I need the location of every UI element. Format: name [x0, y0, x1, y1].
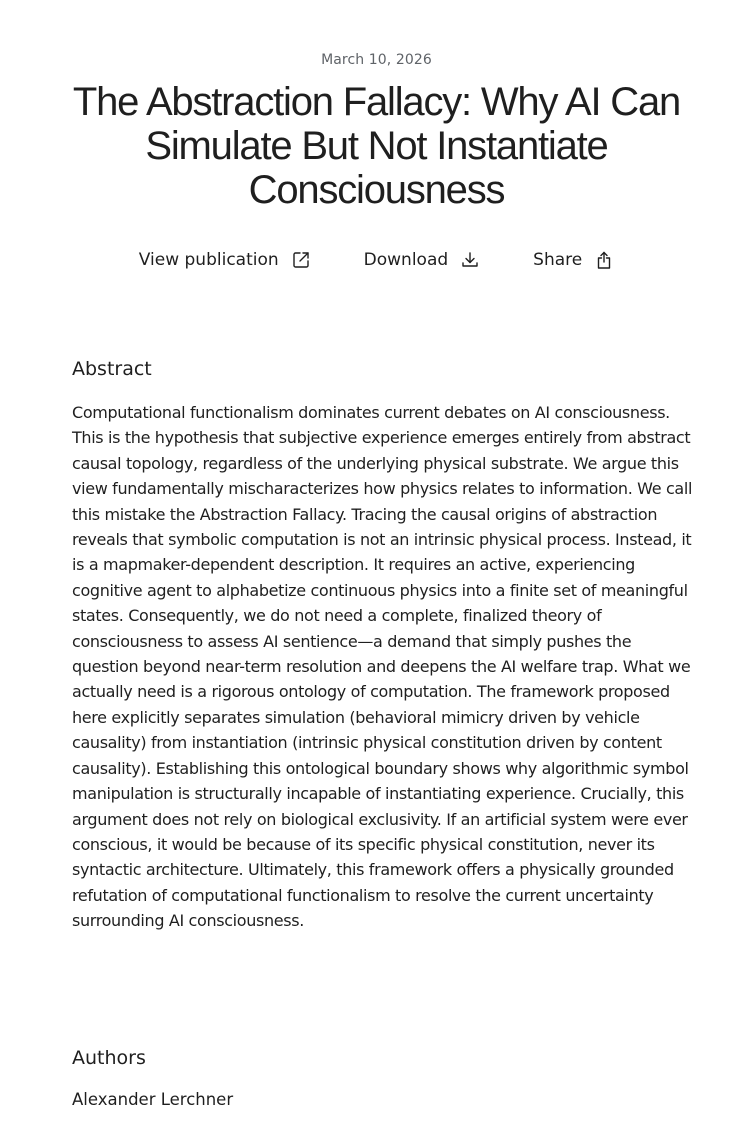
view-publication-button[interactable] — [139, 245, 311, 275]
external-link-icon — [291, 250, 311, 270]
abstract-heading: Abstract — [72, 358, 152, 380]
download-button[interactable] — [364, 245, 481, 275]
authors-heading: Authors — [72, 1047, 146, 1069]
share-icon — [594, 250, 614, 270]
view-publication-label: View publication — [138, 250, 279, 270]
download-label: Download — [363, 250, 449, 270]
share-button[interactable] — [533, 245, 614, 275]
author-name[interactable]: Alexander Lerchner — [72, 1090, 234, 1109]
abstract-text: Computational functionalism dominates current debates on AI consciousness. This is the hypothesis that subjective experience emerges entirely from abstract causal topology, regardless of the underlying physical substrate. We argue this view fundamentally mischaracterizes how physics relates to information. We call this mistake the Abstraction Fallacy. Tracing the causal origins of abstraction reveals that symbolic computation is not an intrinsic physical process. Instead, it is a mapmaker-dependent description. It requires an active, experiencing cognitive agent to alphabetize continuous physics into a finite set of meaningful states. Consequently, we do not need a complete, finalized theory of consciousness to assess AI sentience—a demand that simply pushes the question beyond near-term resolution and deepens the AI welfare trap. What we actually need is a rigorous ontology of computation. The framework proposed here explicitly separates simulation (behavioral mimicry driven by vehicle causality) from instantiation (intrinsic physical constitution driven by content causality). Establishing this ontological boundary shows why algorithmic symbol manipulation is structurally incapable of instantiating experience. Crucially, this argument does not rely on biological exclusivity. If an artificial system were ever conscious, it would be because of its specific physical constitution, never its syntactic architecture. Ultimately, this framework offers a physically grounded refutation of computational functionalism to resolve the current uncertainty surrounding AI consciousness. — [72, 403, 693, 931]
action-bar — [0, 245, 753, 275]
download-icon — [460, 250, 480, 270]
publication-date: March 10, 2026 — [321, 52, 432, 68]
page-title: The Abstraction Fallacy: Why AI Can Simulate But Not Instantiate Consciousness — [72, 80, 681, 212]
share-label: Share — [533, 250, 583, 270]
